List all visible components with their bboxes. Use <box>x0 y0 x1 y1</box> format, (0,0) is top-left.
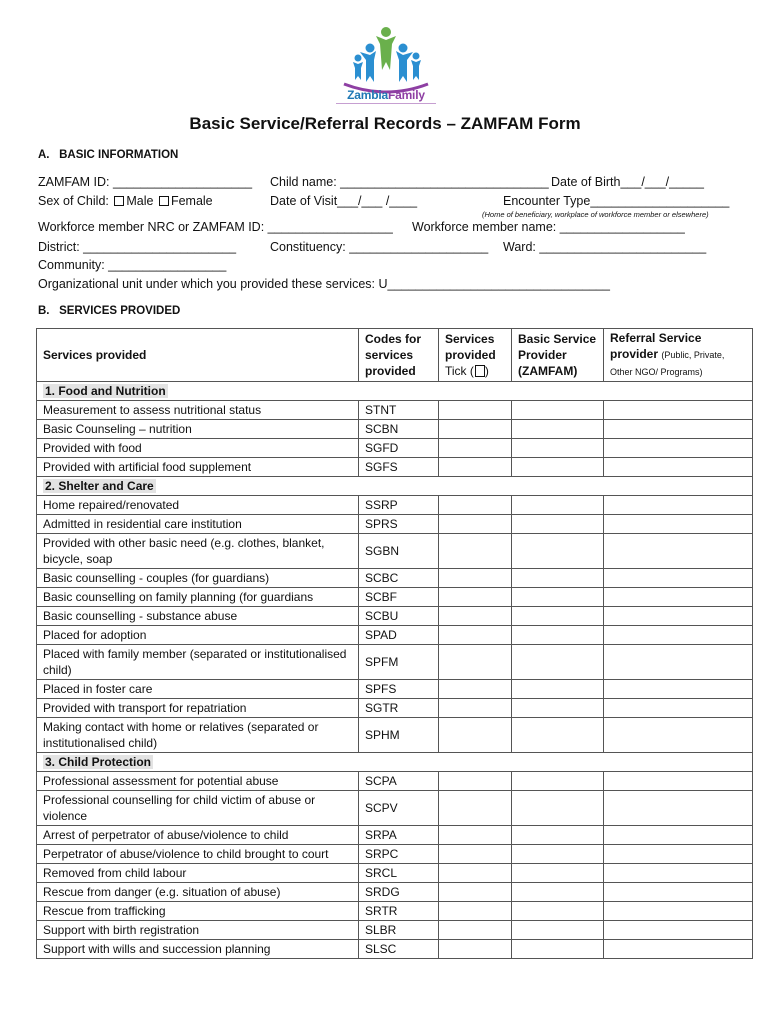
basic-provider-cell[interactable] <box>512 845 604 864</box>
basic-provider-cell[interactable] <box>512 515 604 534</box>
sex-of-child-field <box>38 194 213 208</box>
service-code-cell: SRPA <box>359 826 439 845</box>
table-row <box>37 772 753 791</box>
service-name-cell: Rescue from danger (e.g. situation of abuse) <box>37 883 359 902</box>
service-name-cell: Support with wills and succession planning <box>37 940 359 959</box>
referral-provider-cell[interactable] <box>604 791 753 826</box>
referral-provider-cell[interactable] <box>604 420 753 439</box>
referral-provider-cell[interactable] <box>604 588 753 607</box>
referral-provider-cell[interactable] <box>604 534 753 569</box>
ward-field[interactable]: Ward: ________________________ <box>503 240 707 254</box>
service-name-cell: Removed from child labour <box>37 864 359 883</box>
services-provided-tick-cell[interactable] <box>439 921 512 940</box>
workforce-name-field[interactable]: Workforce member name: __________________ <box>412 220 685 234</box>
basic-provider-cell[interactable] <box>512 569 604 588</box>
referral-provider-cell[interactable] <box>604 864 753 883</box>
service-name-cell: Basic counselling - couples (for guardians) <box>37 569 359 588</box>
service-code-cell: SCBU <box>359 607 439 626</box>
basic-provider-cell[interactable] <box>512 645 604 680</box>
category-name: 1. Food and Nutrition <box>45 384 166 398</box>
section-b-heading: B. SERVICES PROVIDED <box>38 305 181 317</box>
basic-provider-cell[interactable] <box>512 883 604 902</box>
services-provided-tick-cell[interactable] <box>439 883 512 902</box>
services-provided-tick-cell[interactable] <box>439 826 512 845</box>
table-row <box>37 569 753 588</box>
category-row <box>37 753 753 772</box>
referral-provider-cell[interactable] <box>604 401 753 420</box>
constituency-field[interactable]: Constituency: ____________________ <box>270 240 489 254</box>
basic-provider-cell[interactable] <box>512 607 604 626</box>
header-referral-label: Referral Service provider <box>610 331 702 361</box>
referral-provider-cell[interactable] <box>604 515 753 534</box>
table-row <box>37 607 753 626</box>
table-row <box>37 864 753 883</box>
referral-provider-cell[interactable] <box>604 645 753 680</box>
basic-provider-cell[interactable] <box>512 401 604 420</box>
service-code-cell: SGBN <box>359 534 439 569</box>
category-cell <box>37 477 753 496</box>
referral-provider-cell[interactable] <box>604 826 753 845</box>
service-name-cell: Basic counselling on family planning (for guardians <box>37 588 359 607</box>
service-name-cell: Measurement to assess nutritional status <box>37 401 359 420</box>
basic-provider-cell[interactable] <box>512 921 604 940</box>
referral-provider-cell[interactable] <box>604 845 753 864</box>
referral-provider-cell[interactable] <box>604 699 753 718</box>
service-name-cell: Arrest of perpetrator of abuse/violence to child <box>37 826 359 845</box>
header-referral-provider <box>604 329 753 382</box>
services-provided-tick-cell[interactable] <box>439 439 512 458</box>
header-provided-label: Services provided <box>445 332 496 362</box>
service-code-cell: SCPV <box>359 791 439 826</box>
service-name-cell: Provided with artificial food supplement <box>37 458 359 477</box>
referral-provider-cell[interactable] <box>604 921 753 940</box>
referral-provider-cell[interactable] <box>604 607 753 626</box>
table-row <box>37 699 753 718</box>
service-code-cell: SGFS <box>359 458 439 477</box>
basic-provider-cell[interactable] <box>512 940 604 959</box>
service-code-cell: SPAD <box>359 626 439 645</box>
category-cell <box>37 753 753 772</box>
table-row <box>37 845 753 864</box>
service-name-cell: Placed with family member (separated or institutionalised child) <box>37 645 359 680</box>
service-code-cell: STNT <box>359 401 439 420</box>
table-row <box>37 940 753 959</box>
header-codes: Codes for services provided <box>359 329 439 382</box>
services-provided-tick-cell[interactable] <box>439 940 512 959</box>
services-provided-tick-cell[interactable] <box>439 401 512 420</box>
services-provided-tick-cell[interactable] <box>439 772 512 791</box>
community-field[interactable]: Community: _________________ <box>38 258 227 272</box>
services-provided-tick-cell[interactable] <box>439 496 512 515</box>
table-row <box>37 718 753 753</box>
workforce-nrc-field[interactable]: Workforce member NRC or ZAMFAM ID: __________________ <box>38 220 393 234</box>
service-code-cell: SCBC <box>359 569 439 588</box>
table-row <box>37 645 753 680</box>
service-name-cell: Basic counselling - substance abuse <box>37 607 359 626</box>
service-name-cell: Professional counselling for child victim of abuse or violence <box>37 791 359 826</box>
service-name-cell: Professional assessment for potential abuse <box>37 772 359 791</box>
table-row <box>37 883 753 902</box>
basic-provider-cell[interactable] <box>512 680 604 699</box>
services-provided-tick-cell[interactable] <box>439 420 512 439</box>
date-of-birth-field[interactable]: Date of Birth___/___/_____ <box>551 175 704 189</box>
service-name-cell: Provided with other basic need (e.g. clothes, blanket, bicycle, soap <box>37 534 359 569</box>
child-name-field[interactable]: Child name: ______________________________ <box>270 175 549 189</box>
service-name-cell: Making contact with home or relatives (separated or institutionalised child) <box>37 718 359 753</box>
referral-provider-cell[interactable] <box>604 718 753 753</box>
services-table <box>36 328 753 959</box>
referral-provider-cell[interactable] <box>604 883 753 902</box>
services-provided-tick-cell[interactable] <box>439 902 512 921</box>
service-code-cell: SCBN <box>359 420 439 439</box>
services-provided-tick-cell[interactable] <box>439 718 512 753</box>
referral-provider-cell[interactable] <box>604 458 753 477</box>
referral-provider-cell[interactable] <box>604 680 753 699</box>
male-label: Male <box>126 194 154 208</box>
zamfam-id-field[interactable]: ZAMFAM ID: ____________________ <box>38 175 253 189</box>
table-row <box>37 626 753 645</box>
table-row <box>37 458 753 477</box>
header-referral-note: (Public, Private, Other NGO/ Programs) <box>610 350 725 377</box>
header-services-provided: Services provided <box>37 329 359 382</box>
logo-name-family: Family <box>387 88 425 102</box>
referral-provider-cell[interactable] <box>604 772 753 791</box>
table-row <box>37 420 753 439</box>
table-header-row <box>37 329 753 382</box>
table-row <box>37 401 753 420</box>
services-provided-tick-cell[interactable] <box>439 699 512 718</box>
services-provided-tick-cell[interactable] <box>439 569 512 588</box>
header-tick-label: Tick ( <box>445 364 474 378</box>
referral-provider-cell[interactable] <box>604 569 753 588</box>
services-provided-tick-cell[interactable] <box>439 588 512 607</box>
table-row <box>37 902 753 921</box>
section-a-heading: A. BASIC INFORMATION <box>38 149 179 161</box>
logo-tagline-graphic <box>336 102 436 105</box>
service-code-cell: SCPA <box>359 772 439 791</box>
service-code-cell: SSRP <box>359 496 439 515</box>
service-name-cell: Support with birth registration <box>37 921 359 940</box>
female-checkbox[interactable] <box>159 196 169 206</box>
form-title: Basic Service/Referral Records – ZAMFAM Form <box>189 114 581 133</box>
basic-provider-cell[interactable] <box>512 420 604 439</box>
basic-provider-cell[interactable] <box>512 626 604 645</box>
service-name-cell: Provided with transport for repatriation <box>37 699 359 718</box>
service-name-cell: Placed for adoption <box>37 626 359 645</box>
basic-provider-cell[interactable] <box>512 902 604 921</box>
date-of-visit-field[interactable]: Date of Visit___/___ /____ <box>270 194 418 208</box>
services-provided-tick-cell[interactable] <box>439 791 512 826</box>
table-row <box>37 921 753 940</box>
services-provided-tick-cell[interactable] <box>439 845 512 864</box>
organizational-unit-field[interactable]: Organizational unit under which you provided these services: U________________________________ <box>38 277 610 291</box>
services-table-body <box>37 382 753 959</box>
tick-box-icon <box>475 365 485 377</box>
encounter-type-field[interactable]: Encounter Type____________________ <box>503 194 730 208</box>
category-row <box>37 477 753 496</box>
encounter-type-note: (Home of beneficiary, workplace of workforce member or elsewhere) <box>482 210 709 219</box>
basic-provider-cell[interactable] <box>512 864 604 883</box>
services-provided-tick-cell[interactable] <box>439 626 512 645</box>
referral-provider-cell[interactable] <box>604 902 753 921</box>
logo-name-zambia: Zambia <box>347 88 388 102</box>
service-name-cell: Provided with food <box>37 439 359 458</box>
service-name-cell: Admitted in residential care institution <box>37 515 359 534</box>
basic-provider-cell[interactable] <box>512 791 604 826</box>
basic-provider-cell[interactable] <box>512 826 604 845</box>
service-name-cell: Perpetrator of abuse/violence to child brought to court <box>37 845 359 864</box>
category-name: 3. Child Protection <box>45 755 152 769</box>
table-row <box>37 588 753 607</box>
service-code-cell: SGTR <box>359 699 439 718</box>
service-code-cell: SGFD <box>359 439 439 458</box>
basic-provider-cell[interactable] <box>512 439 604 458</box>
header-basic-provider: Basic Service Provider (ZAMFAM) <box>512 329 604 382</box>
table-row <box>37 826 753 845</box>
table-row <box>37 534 753 569</box>
referral-provider-cell[interactable] <box>604 626 753 645</box>
basic-provider-cell[interactable] <box>512 772 604 791</box>
table-row <box>37 515 753 534</box>
services-provided-tick-cell[interactable] <box>439 607 512 626</box>
service-code-cell: SCBF <box>359 588 439 607</box>
service-code-cell: SRDG <box>359 883 439 902</box>
service-code-cell: SRCL <box>359 864 439 883</box>
basic-provider-cell[interactable] <box>512 458 604 477</box>
referral-provider-cell[interactable] <box>604 496 753 515</box>
header-tick-end: ) <box>484 364 489 378</box>
category-row <box>37 382 753 401</box>
services-provided-tick-cell[interactable] <box>439 680 512 699</box>
service-code-cell: SRTR <box>359 902 439 921</box>
services-provided-tick-cell[interactable] <box>439 534 512 569</box>
services-provided-tick-cell[interactable] <box>439 458 512 477</box>
basic-provider-cell[interactable] <box>512 496 604 515</box>
services-provided-tick-cell[interactable] <box>439 515 512 534</box>
table-row <box>37 439 753 458</box>
services-provided-tick-cell[interactable] <box>439 864 512 883</box>
female-label: Female <box>170 194 213 208</box>
service-name-cell: Basic Counseling – nutrition <box>37 420 359 439</box>
male-checkbox[interactable] <box>114 196 124 206</box>
service-code-cell: SPFS <box>359 680 439 699</box>
table-row <box>37 680 753 699</box>
district-field[interactable]: District: ______________________ <box>38 240 237 254</box>
service-name-cell: Placed in foster care <box>37 680 359 699</box>
service-name-cell: Home repaired/renovated <box>37 496 359 515</box>
logo-wordmark <box>332 88 440 102</box>
sex-label: Sex of Child: <box>38 194 109 208</box>
service-code-cell: SPFM <box>359 645 439 680</box>
service-code-cell: SPRS <box>359 515 439 534</box>
service-code-cell: SLBR <box>359 921 439 940</box>
category-name: 2. Shelter and Care <box>45 479 154 493</box>
service-name-cell: Rescue from trafficking <box>37 902 359 921</box>
service-code-cell: SPHM <box>359 718 439 753</box>
referral-provider-cell[interactable] <box>604 940 753 959</box>
basic-provider-cell[interactable] <box>512 718 604 753</box>
table-row <box>37 496 753 515</box>
table-row <box>37 791 753 826</box>
service-code-cell: SRPC <box>359 845 439 864</box>
service-code-cell: SLSC <box>359 940 439 959</box>
header-services-tick <box>439 329 512 382</box>
basic-provider-cell[interactable] <box>512 699 604 718</box>
referral-provider-cell[interactable] <box>604 439 753 458</box>
services-provided-tick-cell[interactable] <box>439 645 512 680</box>
category-cell <box>37 382 753 401</box>
basic-provider-cell[interactable] <box>512 588 604 607</box>
basic-provider-cell[interactable] <box>512 534 604 569</box>
